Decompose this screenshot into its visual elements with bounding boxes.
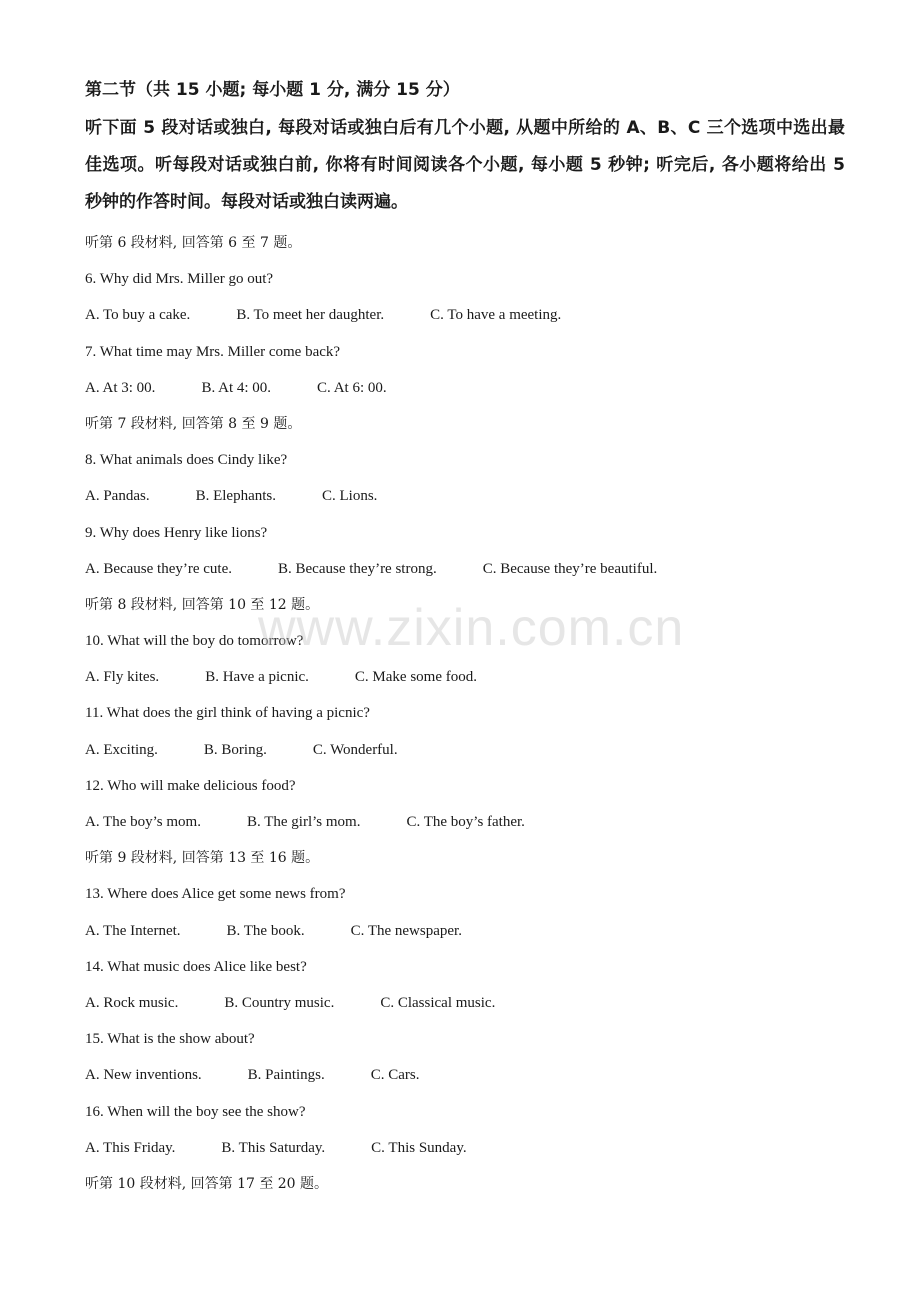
option-b: B. Because they’re strong. [278, 560, 437, 577]
option-a: A. Rock music. [85, 994, 179, 1011]
option-b: B. Elephants. [195, 488, 276, 505]
option-a: A. Pandas. [85, 488, 150, 505]
option-b: B. To meet her daughter. [236, 307, 385, 324]
question-text: 14. What music does Alice like best? [85, 958, 307, 975]
option-b: B. Boring. [203, 741, 267, 758]
option-b: B. This Saturday. [221, 1139, 326, 1156]
option-c: C. Make some food. [354, 669, 477, 686]
options-row [85, 985, 845, 1021]
option-c: C. Because they’re beautiful. [482, 560, 658, 577]
option-c: C. The newspaper. [350, 922, 462, 939]
options-row [85, 913, 845, 949]
option-c: C. This Sunday. [371, 1139, 467, 1156]
option-b: B. Paintings. [247, 1067, 325, 1084]
option-b: B. The girl’s mom. [246, 814, 361, 830]
question-text: 12. Who will make delicious food? [85, 777, 296, 794]
option-a: A. Exciting. [85, 741, 158, 758]
option-a: A. Fly kites. [85, 669, 160, 686]
option-a: A. This Friday. [85, 1139, 176, 1156]
question-text: 10. What will the boy do tomorrow? [85, 633, 304, 650]
section-label: 听第 8 段材料, 回答第 10 至 12 题。 [85, 596, 320, 613]
question-text: 8. What animals does Cindy like? [85, 452, 288, 469]
options-row [85, 1057, 845, 1093]
section-label: 听第 10 段材料, 回答第 17 至 20 题。 [85, 1175, 329, 1192]
instructions-paragraph: 听下面 5 段对话或独白, 每段对话或独白后有几个小题, 从题中所给的 A、B、C 三个选项中选出最佳选项。听每段对话或独白前, 你将有时间阅读各个小题, 每小题 5 秒钟; 听完后, 各小题将给出 5 秒钟的作答时间。每段对话或独白读两遍。 [85, 118, 845, 212]
option-a: A. At 3: 00. [85, 379, 156, 396]
section-label: 听第 9 段材料, 回答第 13 至 16 题。 [85, 850, 320, 867]
option-c: C. Cars. [370, 1067, 420, 1084]
options-row [85, 804, 845, 840]
option-c: C. Wonderful. [312, 741, 398, 758]
options-row [85, 297, 845, 333]
option-c: C. Classical music. [380, 994, 496, 1011]
option-a: A. Because they’re cute. [85, 560, 233, 577]
option-c: C. The boy’s father. [406, 814, 525, 830]
options-row [85, 478, 845, 514]
option-a: A. To buy a cake. [85, 307, 191, 324]
options-row [85, 1130, 845, 1166]
option-c: C. Lions. [321, 488, 378, 505]
question-text: 11. What does the girl think of having a picnic? [85, 705, 370, 722]
section-label: 听第 7 段材料, 回答第 8 至 9 题。 [85, 415, 302, 432]
option-b: B. Country music. [224, 994, 335, 1011]
option-c: C. To have a meeting. [430, 307, 562, 324]
exam-page [85, 72, 845, 1202]
options-row [85, 732, 845, 768]
option-c: C. At 6: 00. [317, 379, 387, 396]
section-heading: 第二节（共 15 小题; 每小题 1 分, 满分 15 分） [85, 80, 460, 100]
option-b: B. Have a picnic. [205, 669, 309, 686]
option-a: A. The Internet. [85, 922, 181, 939]
option-b: B. The book. [226, 922, 305, 939]
question-text: 6. Why did Mrs. Miller go out? [85, 271, 274, 288]
question-text: 13. Where does Alice get some news from? [85, 886, 346, 903]
options-row [85, 659, 845, 695]
option-a: A. The boy’s mom. [85, 814, 201, 830]
option-b: B. At 4: 00. [201, 379, 272, 396]
question-text: 15. What is the show about? [85, 1031, 255, 1048]
options-row [85, 551, 845, 587]
questions-container [85, 225, 845, 1202]
options-row [85, 370, 845, 406]
question-text: 7. What time may Mrs. Miller come back? [85, 343, 341, 360]
option-a: A. New inventions. [85, 1067, 202, 1084]
question-text: 16. When will the boy see the show? [85, 1103, 306, 1120]
watermark: www.zixin.com.cn [258, 599, 685, 657]
question-text: 9. Why does Henry like lions? [85, 524, 268, 541]
section-label: 听第 6 段材料, 回答第 6 至 7 题。 [85, 235, 302, 251]
